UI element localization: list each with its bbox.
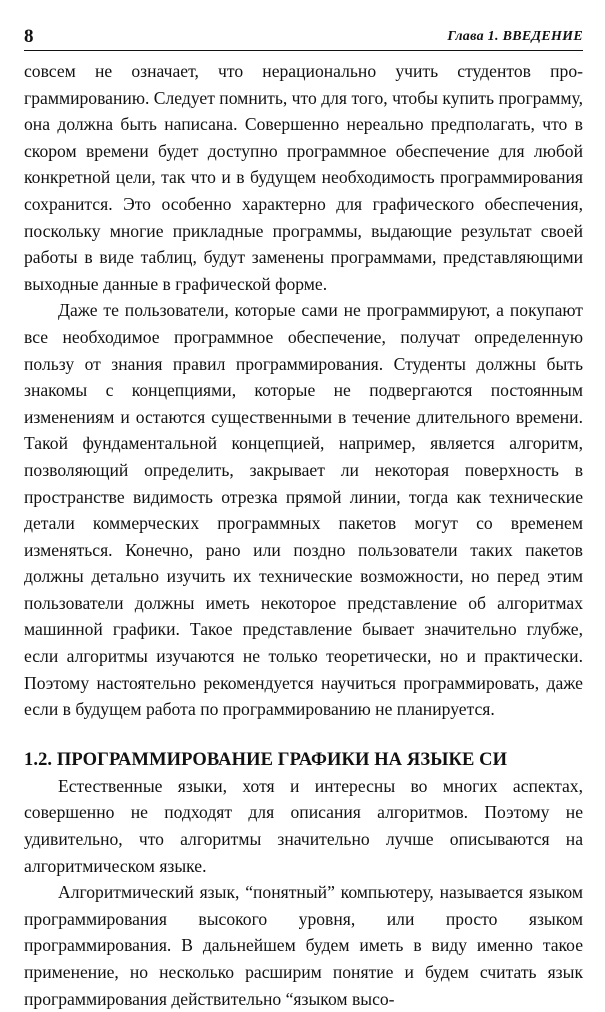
paragraph: Естественные языки, хотя и интересны во многих аспектах, совершенно не подходят для описания алгоритмов. Поэтому не удивительно, что алгоритмы значительно лучше описываются на алгоритмическом языке. (24, 775, 583, 876)
chapter-title: Глава 1. ВВЕДЕНИЕ (447, 29, 583, 44)
page-number: 8 (24, 26, 34, 47)
paragraph: Алгоритмический язык, “понятный” компьютеру, называется языком программирования высокого уровня, или просто языком программирования. В дальнейшем будем иметь в виду именно такое применение, но несколько расширим понятие и будем считать язык программирования действительно “языком высо- (24, 882, 583, 1009)
section-heading: 1.2. ПРОГРАММИРОВАНИЕ ГРАФИКИ НА ЯЗЫКЕ СИ (24, 749, 508, 770)
paragraph: Даже те пользователи, которые сами не программируют, а покупают все необходимое программное обеспечение, получат определенную пользу от знания правил программирования. Студенты должны быть знакомы с концепциями, которые не подвергаются постоянным изменениям и остаются существенными в течение длительного времени. Такой фундаментальной концепцией, например, является алгоритм, позволяющий определить, закрывает ли некоторая поверхность в пространстве видимость отрезка прямой линии, тогда как технические детали коммерческих программных пакетов могут со временем изменяться. Конечно, рано или поздно пользователи таких пакетов должны детально изучить их технические возможности, но перед этим пользователи должны иметь некоторое представление об алгоритмах машинной графики. Такое представление бывает значительно глубже, если алгоритмы изучаются не только теоретически, но и практически. Поэтому настоятельно рекомендуется научиться программировать, даже если в будущем работа по программированию не планируется. (24, 300, 583, 720)
page-body (24, 58, 583, 1012)
paragraph-continued: совсем не означает, что нерационально учить студентов программированию. Следует помнить, что для того, чтобы купить программу, она должна быть написана. Совершенно нереально предполагать, что в скором времени будет доступно программное обеспечение для любой конкретной цели, так что и в будущем необходимость программирования сохранится. Это особенно характерно для графического обеспечения, поскольку многие прикладные программы, выдающие результат своей работы в виде таблиц, будут заменены программами, представляющими выходные данные в графической форме. (24, 61, 583, 294)
running-header (24, 27, 583, 51)
